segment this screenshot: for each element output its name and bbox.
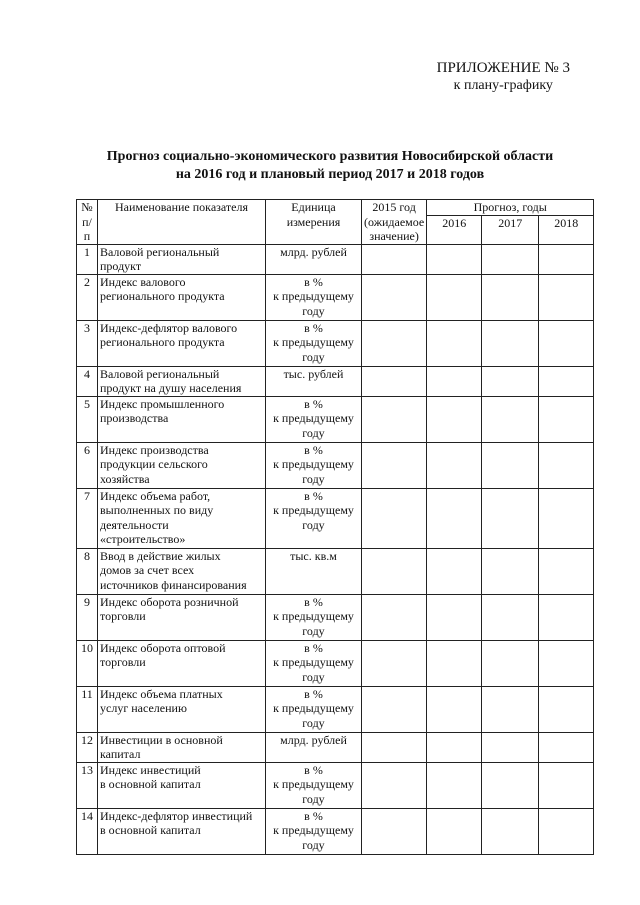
row-number: 2 (77, 274, 98, 320)
value-2017 (482, 594, 539, 640)
value-2018 (539, 686, 594, 732)
indicator-name: Индекс валового регионального продукта (98, 274, 266, 320)
value-2015 (362, 366, 427, 396)
row-number: 13 (77, 762, 98, 808)
header-num: № п/п (77, 200, 98, 245)
value-2018 (539, 732, 594, 762)
value-2016 (427, 396, 482, 442)
indicator-name: Индекс промышленного производства (98, 396, 266, 442)
indicator-name: Ввод в действие жилых домов за счет всех источников финансирования (98, 548, 266, 594)
value-2015 (362, 396, 427, 442)
value-2016 (427, 762, 482, 808)
value-2016 (427, 594, 482, 640)
unit-of-measure: в % к предыдущему году (266, 396, 362, 442)
header-year-2016: 2016 (427, 216, 482, 244)
unit-of-measure: в % к предыдущему году (266, 320, 362, 366)
row-number: 1 (77, 244, 98, 274)
unit-of-measure: в % к предыдущему году (266, 488, 362, 548)
value-2018 (539, 442, 594, 488)
value-2015 (362, 274, 427, 320)
value-2017 (482, 808, 539, 854)
value-2015 (362, 244, 427, 274)
unit-of-measure: в % к предыдущему году (266, 686, 362, 732)
value-2015 (362, 686, 427, 732)
value-2017 (482, 366, 539, 396)
unit-of-measure: в % к предыдущему году (266, 640, 362, 686)
value-2017 (482, 244, 539, 274)
indicator-name: Валовой региональный продукт на душу населения (98, 366, 266, 396)
value-2017 (482, 732, 539, 762)
row-number: 9 (77, 594, 98, 640)
table-row (77, 762, 594, 808)
table-row (77, 320, 594, 366)
row-number: 7 (77, 488, 98, 548)
value-2017 (482, 488, 539, 548)
table-row (77, 640, 594, 686)
value-2016 (427, 488, 482, 548)
document-title (60, 148, 600, 184)
header-name: Наименование показателя (98, 200, 266, 245)
header-forecast: Прогноз, годы (427, 200, 594, 216)
table-body (77, 244, 594, 854)
table-row (77, 732, 594, 762)
unit-of-measure: тыс. рублей (266, 366, 362, 396)
value-2015 (362, 548, 427, 594)
value-2015 (362, 488, 427, 548)
row-number: 11 (77, 686, 98, 732)
unit-of-measure: млрд. рублей (266, 244, 362, 274)
value-2016 (427, 274, 482, 320)
value-2017 (482, 274, 539, 320)
value-2018 (539, 594, 594, 640)
indicator-name: Индекс оборота оптовой торговли (98, 640, 266, 686)
row-number: 10 (77, 640, 98, 686)
indicator-name: Индекс объема работ, выполненных по виду деятельности «строительство» (98, 488, 266, 548)
unit-of-measure: в % к предыдущему году (266, 762, 362, 808)
value-2015 (362, 762, 427, 808)
table-row (77, 488, 594, 548)
title-line-2: на 2016 год и плановый период 2017 и 2018 годов (175, 167, 485, 182)
unit-of-measure: млрд. рублей (266, 732, 362, 762)
row-number: 8 (77, 548, 98, 594)
indicator-name: Индекс производства продукции сельского хозяйства (98, 442, 266, 488)
row-number: 3 (77, 320, 98, 366)
title-line-1: Прогноз социально-экономического развития Новосибирской области (106, 149, 554, 164)
header-unit: Единица измерения (266, 200, 362, 245)
value-2016 (427, 442, 482, 488)
table-row (77, 594, 594, 640)
value-2017 (482, 548, 539, 594)
value-2018 (539, 320, 594, 366)
table-row (77, 808, 594, 854)
value-2017 (482, 686, 539, 732)
value-2018 (539, 762, 594, 808)
value-2016 (427, 640, 482, 686)
value-2016 (427, 320, 482, 366)
indicator-name: Индекс оборота розничной торговли (98, 594, 266, 640)
row-number: 6 (77, 442, 98, 488)
value-2015 (362, 594, 427, 640)
value-2016 (427, 808, 482, 854)
indicator-name: Индекс-дефлятор валового регионального продукта (98, 320, 266, 366)
unit-of-measure: в % к предыдущему году (266, 594, 362, 640)
value-2018 (539, 548, 594, 594)
value-2018 (539, 274, 594, 320)
value-2015 (362, 808, 427, 854)
value-2018 (539, 808, 594, 854)
unit-of-measure: в % к предыдущему году (266, 808, 362, 854)
header-2015: 2015 год (ожидаемое значение) (362, 200, 427, 245)
table-row (77, 396, 594, 442)
value-2017 (482, 396, 539, 442)
value-2016 (427, 244, 482, 274)
indicator-name: Индекс-дефлятор инвестиций в основной капитал (98, 808, 266, 854)
indicator-name: Валовой региональный продукт (98, 244, 266, 274)
table-row (77, 548, 594, 594)
value-2018 (539, 488, 594, 548)
unit-of-measure: тыс. кв.м (266, 548, 362, 594)
unit-of-measure: в % к предыдущему году (266, 274, 362, 320)
table-row (77, 366, 594, 396)
value-2015 (362, 732, 427, 762)
value-2018 (539, 244, 594, 274)
indicator-name: Индекс инвестиций в основной капитал (98, 762, 266, 808)
value-2015 (362, 320, 427, 366)
unit-of-measure: в % к предыдущему году (266, 442, 362, 488)
value-2017 (482, 442, 539, 488)
value-2018 (539, 640, 594, 686)
table-row (77, 274, 594, 320)
value-2015 (362, 640, 427, 686)
appendix-subtitle: к плану-графику (453, 78, 553, 93)
header-year-2017: 2017 (482, 216, 539, 244)
row-number: 12 (77, 732, 98, 762)
value-2017 (482, 320, 539, 366)
table-row (77, 244, 594, 274)
row-number: 4 (77, 366, 98, 396)
value-2018 (539, 366, 594, 396)
table-row (77, 686, 594, 732)
row-number: 14 (77, 808, 98, 854)
value-2017 (482, 762, 539, 808)
header-year-2018: 2018 (539, 216, 594, 244)
table-row (77, 442, 594, 488)
value-2016 (427, 548, 482, 594)
appendix-number: ПРИЛОЖЕНИЕ № 3 (436, 60, 570, 76)
forecast-table (76, 199, 594, 855)
value-2016 (427, 686, 482, 732)
value-2016 (427, 366, 482, 396)
appendix-header (437, 60, 570, 94)
value-2018 (539, 396, 594, 442)
value-2017 (482, 640, 539, 686)
value-2016 (427, 732, 482, 762)
row-number: 5 (77, 396, 98, 442)
value-2015 (362, 442, 427, 488)
indicator-name: Индекс объема платных услуг населению (98, 686, 266, 732)
indicator-name: Инвестиции в основной капитал (98, 732, 266, 762)
